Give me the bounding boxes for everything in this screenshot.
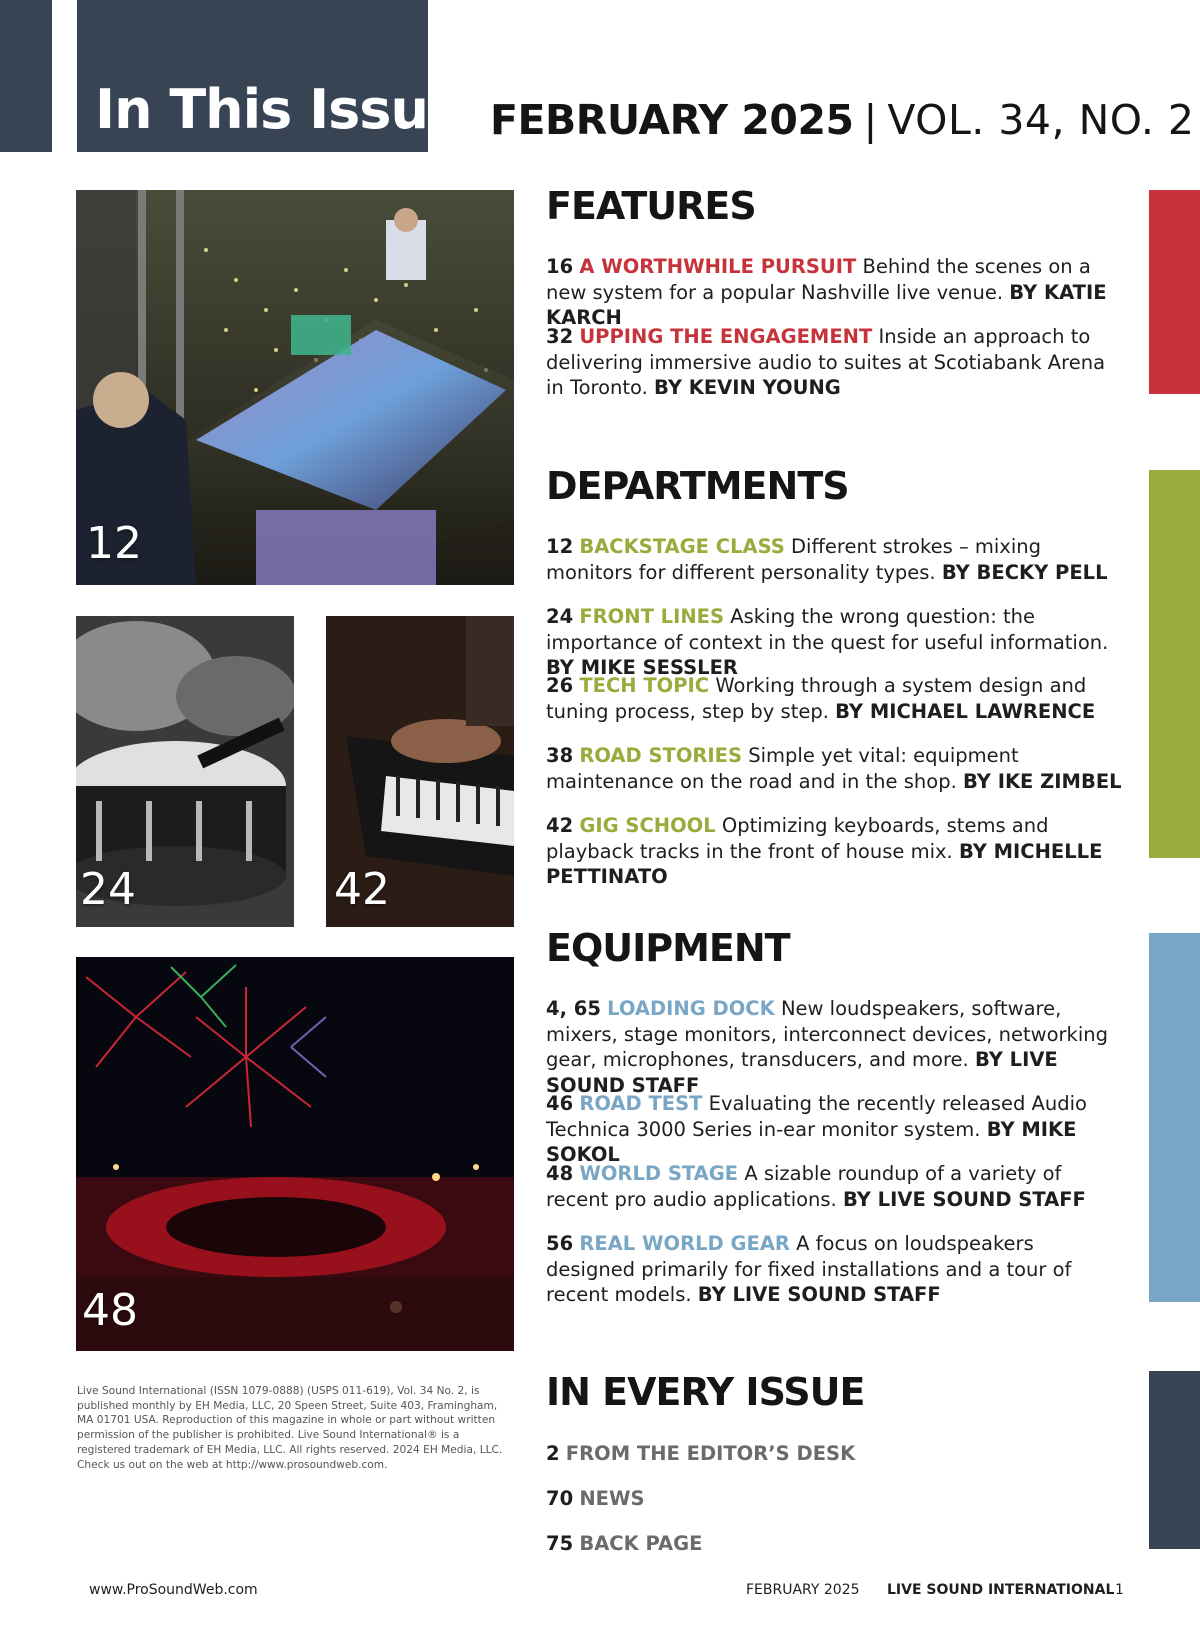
- entry-description: Behind the scenes on a new system for a popular Nashville live venue.: [546, 255, 1091, 304]
- toc-entry[interactable]: [546, 1091, 1124, 1168]
- toc-entry[interactable]: [546, 324, 1124, 401]
- entry-title: REAL WORLD GEAR: [579, 1232, 790, 1255]
- photo-console: [76, 190, 514, 585]
- header-left-block: [0, 0, 52, 152]
- entry-byline: BY LIVE SOUND STAFF: [546, 1048, 1058, 1097]
- issue-separator: |: [863, 96, 878, 144]
- entry-page: 48: [546, 1162, 574, 1185]
- entry-title: WORLD STAGE: [579, 1162, 739, 1185]
- entry-description: New loudspeakers, software, mixers, stage monitors, interconnect devices, networking gear, microphones, transducers, and more.: [546, 997, 1108, 1071]
- photo-drums: [76, 616, 294, 927]
- entry-page: 75: [546, 1532, 574, 1555]
- photo-page-number: 12: [86, 518, 142, 569]
- entry-byline: BY MICHAEL LAWRENCE: [835, 699, 1096, 723]
- toc-entry[interactable]: [546, 673, 1124, 724]
- equipment-color-bar: [1149, 933, 1200, 1302]
- entry-title: A WORTHWHILE PURSUIT: [579, 255, 857, 278]
- toc-entry[interactable]: [546, 254, 1124, 331]
- footer-date: FEBRUARY 2025: [746, 1582, 860, 1598]
- toc-entry[interactable]: [546, 1486, 1124, 1512]
- photo-page-number: 24: [80, 864, 136, 915]
- footer-website[interactable]: www.ProSoundWeb.com: [89, 1582, 258, 1598]
- toc-entry[interactable]: [546, 1531, 1124, 1557]
- equipment-heading: EQUIPMENT: [546, 926, 790, 970]
- publisher-legal-notice: Live Sound International (ISSN 1079-0888) (USPS 011-619), Vol. 34 No. 2, is published monthly by EH Media, LLC, 20 Speen Street, Suite 403, Framingham, MA 01701 USA. Reproduction of this magazine in whole or part without written permission of the publisher is prohibited. Live Sound International® is a registered trademark of EH Media, LLC. All rights reserved. 2024 EH Media, LLC. Check us out on the web at http://www.prosoundweb.com.: [77, 1385, 503, 1471]
- entry-description: Optimizing keyboards, stems and playback tracks in the front of house mix.: [546, 814, 1049, 863]
- entry-byline: BY KATIE KARCH: [546, 280, 1107, 329]
- entry-byline: BY IKE ZIMBEL: [962, 769, 1122, 793]
- entry-page: 70: [546, 1487, 574, 1510]
- entry-title: ROAD TEST: [579, 1092, 703, 1115]
- entry-page: 4, 65: [546, 997, 601, 1020]
- entry-title: FRONT LINES: [579, 605, 725, 628]
- entry-page: 46: [546, 1092, 574, 1115]
- entry-title: BACK PAGE: [579, 1532, 703, 1555]
- departments-heading: DEPARTMENTS: [546, 464, 849, 508]
- entry-byline: BY MICHELLE PETTINATO: [546, 839, 1103, 888]
- entry-description: A focus on loudspeakers designed primarily for fixed installations and a tour of recent models.: [546, 1232, 1072, 1306]
- entry-title: LOADING DOCK: [607, 997, 775, 1020]
- issue-volume: VOL. 34, NO. 2: [887, 96, 1195, 144]
- entry-description: A sizable roundup of a variety of recent pro audio applications.: [546, 1162, 1062, 1211]
- departments-color-bar: [1149, 470, 1200, 858]
- entry-description: Inside an approach to delivering immersive audio to suites at Scotiabank Arena in Toronto.: [546, 325, 1106, 399]
- entry-byline: BY MIKE SESSLER: [546, 656, 738, 679]
- photo-page-number: 48: [82, 1285, 138, 1336]
- photo-fireworks: [76, 957, 514, 1351]
- entry-description: Working through a system design and tuning process, step by step.: [546, 674, 1087, 723]
- toc-entry[interactable]: [546, 996, 1124, 1098]
- toc-entry[interactable]: [546, 534, 1124, 585]
- every-issue-heading: IN EVERY ISSUE: [546, 1370, 865, 1414]
- photo-keyboard: [326, 616, 514, 927]
- entry-title: UPPING THE ENGAGEMENT: [579, 325, 873, 348]
- toc-entry[interactable]: [546, 1441, 1124, 1467]
- entry-page: 56: [546, 1232, 574, 1255]
- issue-info: [490, 94, 1195, 146]
- entry-title: NEWS: [579, 1487, 645, 1510]
- issue-date: FEBRUARY 2025: [490, 96, 854, 144]
- toc-entry[interactable]: [546, 813, 1124, 890]
- page-title: In This Issue: [95, 78, 464, 141]
- entry-page: 12: [546, 535, 574, 558]
- footer-page-number: 1: [1115, 1582, 1124, 1598]
- photo-page-number: 42: [334, 864, 390, 915]
- every-issue-color-bar: [1149, 1371, 1200, 1549]
- entry-title: BACKSTAGE CLASS: [579, 535, 785, 558]
- toc-entry[interactable]: [546, 1161, 1124, 1212]
- entry-description: Asking the wrong question: the importance of context in the quest for useful information.: [546, 605, 1109, 654]
- entry-page: 16: [546, 255, 574, 278]
- entry-page: 32: [546, 325, 574, 348]
- features-heading: FEATURES: [546, 184, 756, 228]
- entry-title: FROM THE EDITOR’S DESK: [565, 1442, 856, 1465]
- entry-byline: BY LIVE SOUND STAFF: [842, 1187, 1086, 1211]
- entry-byline: BY BECKY PELL: [941, 560, 1108, 584]
- toc-entry[interactable]: [546, 1231, 1124, 1308]
- entry-byline: BY KEVIN YOUNG: [654, 376, 841, 399]
- entry-description: Evaluating the recently released Audio Technica 3000 Series in-ear monitor system.: [546, 1092, 1087, 1141]
- entry-page: 42: [546, 814, 574, 837]
- entry-byline: BY LIVE SOUND STAFF: [697, 1283, 941, 1306]
- entry-description: Different strokes – mixing monitors for different personality types.: [546, 535, 1042, 584]
- features-color-bar: [1149, 190, 1200, 394]
- footer-publication: LIVE SOUND INTERNATIONAL: [887, 1582, 1115, 1598]
- entry-page: 24: [546, 605, 574, 628]
- entry-description: Simple yet vital: equipment maintenance on the road and in the shop.: [546, 744, 1019, 793]
- entry-title: TECH TOPIC: [579, 674, 710, 697]
- entry-title: GIG SCHOOL: [579, 814, 716, 837]
- entry-page: 2: [546, 1442, 560, 1465]
- toc-entry[interactable]: [546, 743, 1124, 794]
- entry-title: ROAD STORIES: [579, 744, 743, 767]
- entry-page: 26: [546, 674, 574, 697]
- entry-byline: BY MIKE SOKOL: [546, 1117, 1077, 1166]
- toc-entry[interactable]: [546, 604, 1124, 681]
- entry-page: 38: [546, 744, 574, 767]
